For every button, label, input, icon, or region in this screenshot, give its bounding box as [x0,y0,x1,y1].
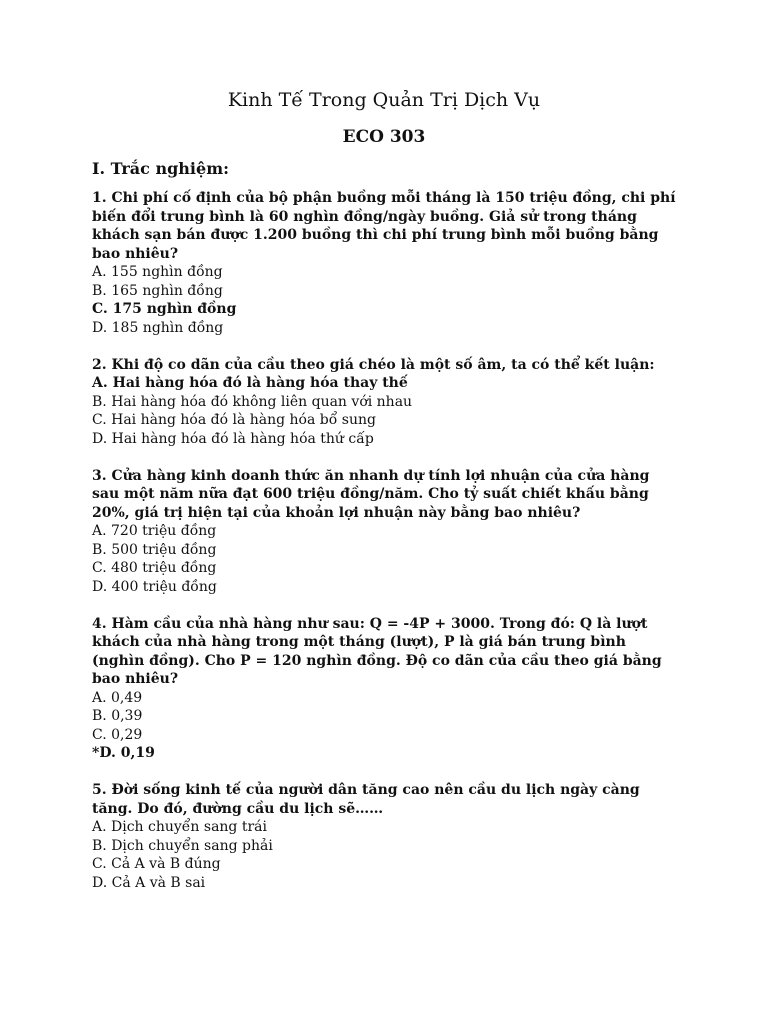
option-a: A. 720 triệu đồng [92,523,217,539]
course-code: ECO 303 [342,127,426,147]
section-heading: I. Trắc nghiệm: [92,159,230,178]
question-2 [92,356,676,449]
option-b: B. 0,39 [92,708,143,724]
option-b: B. Hai hàng hóa đó không liên quan với nhau [92,393,413,410]
question-text: 5. Đời sống kinh tế của người dân tăng cao nên cầu du lịch ngày càng tăng. Do đó, đường cầu du lịch sẽ…… [92,782,640,817]
question-text: 3. Cửa hàng kinh doanh thức ăn nhanh dự tính lợi nhuận của cửa hàng sau một năm nữa đạt 600 triệu đồng/năm. Cho tỷ suất chiết khấu bằng 20%, giá trị hiện tại của khoản lợi nhuận này bằng bao nhiêu? [92,467,650,521]
option-d: D. Cả A và B sai [92,874,206,891]
option-a: A. Dịch chuyển sang trái [92,819,267,835]
question-text: 4. Hàm cầu của nhà hàng như sau: Q = -4P + 3000. Trong đó: Q là lượt khách của nhà hàng trong một tháng (lượt), P là giá bán trung bình (nghìn đồng). Cho P = 120 nghìn đồng. Độ co dãn của cầu theo giá bằng bao nhiêu? [92,615,662,687]
question-text: 1. Chi phí cố định của bộ phận buồng mỗi tháng là 150 triệu đồng, chi phí biến đổi trung bình là 60 nghìn đồng/ngày buồng. Giả sử trong tháng khách sạn bán được 1.200 buồng thì chi phí trung bình mỗi buồng bằng bao nhiêu? [92,190,676,262]
option-b: B. 165 nghìn đồng [92,282,223,299]
question-3 [92,467,676,597]
option-b: B. Dịch chuyển sang phải [92,837,273,854]
option-a: A. Hai hàng hóa đó là hàng hóa thay thế [92,375,408,391]
option-c: C. 0,29 [92,726,143,743]
option-c: C. Hai hàng hóa đó là hàng hóa bổ sung [92,412,376,428]
option-d: *D. 0,19 [92,745,155,761]
option-d: D. 185 nghìn đồng [92,319,224,336]
option-c: C. 480 triệu đồng [92,560,217,576]
question-text: 2. Khi độ co dãn của cầu theo giá chéo là một số âm, ta có thể kết luận: [92,356,655,373]
question-list [92,189,676,911]
question-1 [92,189,676,337]
question-4 [92,615,676,763]
option-d: D. Hai hàng hóa đó là hàng hóa thứ cấp [92,430,374,447]
option-d: D. 400 triệu đồng [92,578,217,595]
question-5 [92,781,676,892]
document-title: Kinh Tế Trong Quản Trị Dịch Vụ [227,89,541,111]
option-b: B. 500 triệu đồng [92,541,217,558]
option-c: C. Cả A và B đúng [92,856,221,872]
option-c: C. 175 nghìn đồng [92,301,237,317]
option-a: A. 0,49 [92,689,143,706]
option-a: A. 155 nghìn đồng [92,264,223,280]
